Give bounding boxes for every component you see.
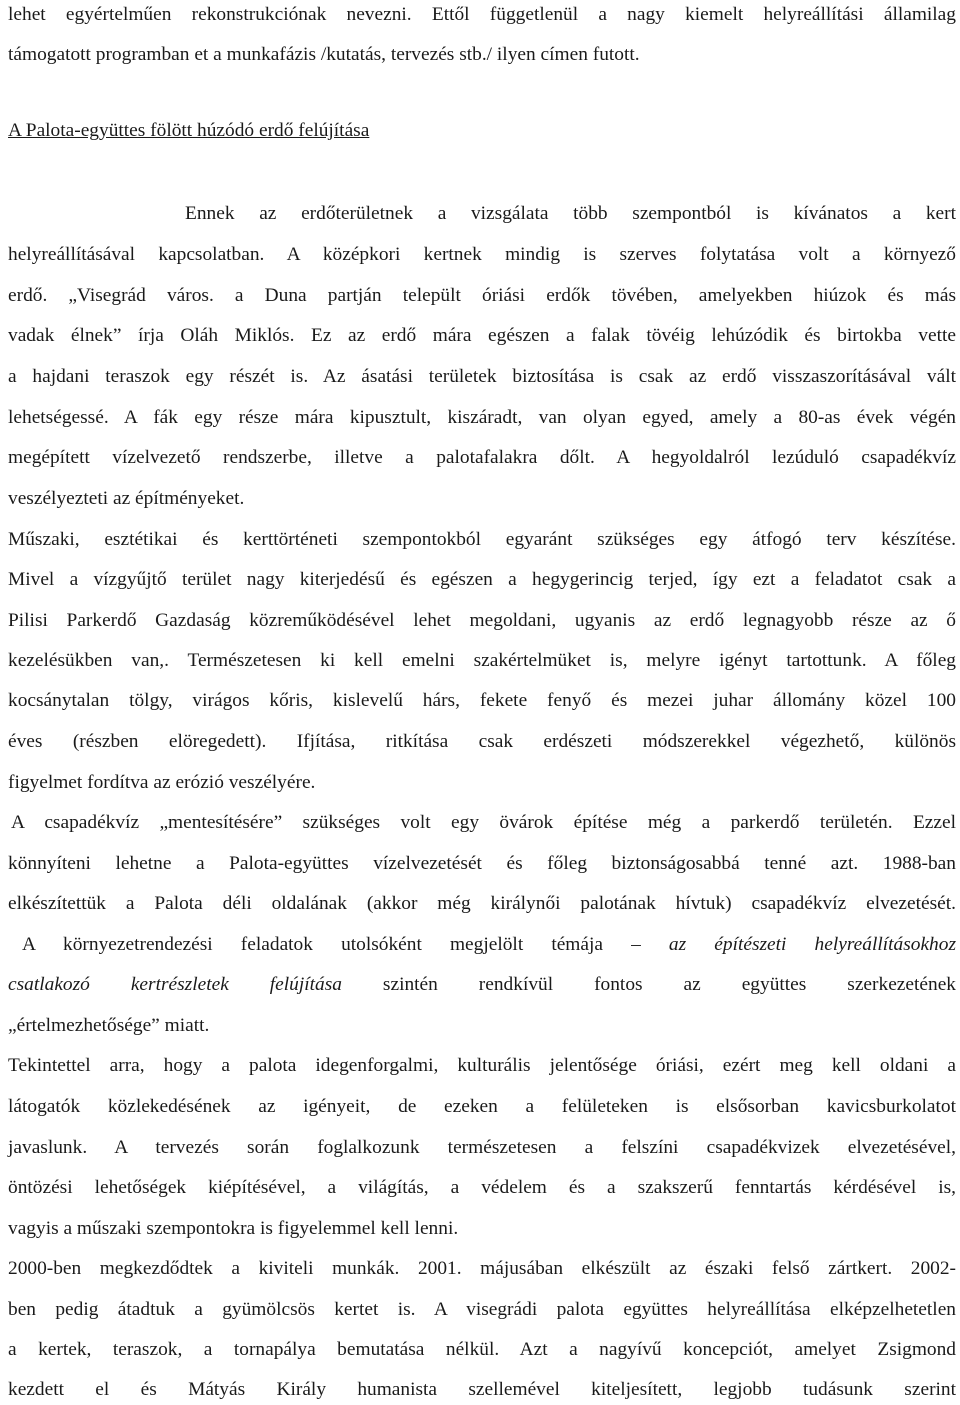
text-line: öntözési lehetőségek kiépítésével, a világítás, a védelem és a szakszerű fenntartás kérdésével is, [8, 1177, 956, 1198]
text-line: javaslunk. A tervezés során foglalkozunk természetesen a felszíni csapadékvizek elvezetésével, [8, 1137, 956, 1158]
text-line: helyreállításával kapcsolatban. A középkori kertnek mindig is szerves folytatása volt a környező [8, 244, 956, 265]
text-line: támogatott programban et a munkafázis /kutatás, tervezés stb./ ilyen címen futott. [8, 44, 640, 65]
text-line: látogatók közlekedésének az igényeit, de ezeken a felületeken is elsősorban kavicsburkolatot [8, 1096, 956, 1117]
text-line: ben pedig átadtuk a gyümölcsös kertet is. A visegrádi palota együttes helyreállítása elképzelhetetlen [8, 1299, 956, 1320]
text-line: vadak élnek” írja Oláh Miklós. Ez az erdő mára egészen a falak tövéig lehúzódik és birtokba vette [8, 325, 956, 346]
text-line: lehet egyértelműen rekonstrukciónak nevezni. Ettől függetlenül a nagy kiemelt helyreállítási államilag [8, 4, 956, 25]
text-line: Pilisi Parkerdő Gazdaság közreműködésével lehet megoldani, ugyanis az erdő legnagyobb része az ő [8, 610, 956, 631]
text-line [8, 930, 956, 960]
text-line: könnyíteni lehetne a Palota-együttes vízelvezetését és főleg biztonságosabbá tenné azt. 1988-ban [8, 853, 956, 874]
text-line: kezelésükben van,. Természetesen ki kell emelni szakértelmüket is, melyre igényt tartottunk. A főleg [8, 650, 956, 671]
text-line: Tekintettel arra, hogy a palota idegenforgalmi, kulturális jelentősége óriási, ezért meg kell oldani a [8, 1055, 956, 1076]
text-line: lehetségessé. A fák egy része mára kipusztult, kiszáradt, van olyan egyed, amely a 80-as évek végén [8, 407, 956, 428]
text-line: éves (részben elöregedett). Ifjítása, ritkítása csak erdészeti módszerekkel végezhető, különös [8, 731, 956, 752]
text-line: Műszaki, esztétikai és kerttörténeti szempontokból egyaránt szükséges egy átfogó terv készítése. [8, 529, 956, 550]
section-heading: A Palota-együttes fölött húzódó erdő felújítása [8, 120, 370, 141]
text-line: erdő. „Visegrád város. a Duna partján települt óriási erdők tövében, amelyekben hiúzok és más [8, 285, 956, 306]
text-line: „értelmezhetősége” miatt. [8, 1015, 210, 1036]
text-line: a hajdani teraszok egy részét is. Az ásatási területek biztosítása is csak az erdő visszaszorításával vált [8, 366, 956, 387]
text-segment: A környezetrendezési feladatok utolsóként megjelölt témája – [22, 934, 669, 955]
text-line: veszélyezteti az építményeket. [8, 488, 245, 509]
italic-text-segment: az építészeti helyreállításokhoz [668, 934, 956, 955]
text-line: 2000-ben megkezdődtek a kiviteli munkák. 2001. májusában elkészült az északi felső zártkert. 2002- [8, 1258, 956, 1279]
italic-text-segment: csatlakozó kertrészletek felújítása [8, 974, 342, 995]
text-line: elkészítettük a Palota déli oldalának (akkor még királynői palotának hívtuk) csapadékvíz elvezetését. [8, 893, 956, 914]
text-line: Mivel a vízgyűjtő terület nagy kiterjedésű és egészen a hegygerincig terjed, így ezt a feladatot csak a [8, 569, 956, 590]
text-line: kocsánytalan tölgy, virágos kőris, kislevelű hárs, fekete fenyő és mezei juhar állomány közel 100 [8, 690, 956, 711]
text-line [8, 970, 956, 1000]
text-segment: szintén rendkívül fontos az együttes szerkezetének [341, 974, 957, 995]
text-line: kezdett el és Mátyás Király humanista szellemével kiteljesített, legjobb tudásunk szerint [8, 1379, 956, 1400]
text-line: a kertek, teraszok, a tornapálya bemutatása nélkül. Azt a nagyívű koncepciót, amelyet Zsigmond [8, 1339, 956, 1360]
text-line: Ennek az erdőterületnek a vizsgálata több szempontból is kívánatos a kert [185, 203, 956, 224]
text-line: A csapadékvíz „mentesítésére” szükséges volt egy övárok építése még a parkerdő területén. Ezzel [11, 812, 956, 833]
text-line: megépített vízelvezető rendszerbe, illetve a palotafalakra dőlt. A hegyoldalról lezúduló csapadékvíz [8, 447, 956, 468]
text-line: figyelmet fordítva az erózió veszélyére. [8, 772, 316, 793]
text-line: vagyis a műszaki szempontokra is figyelemmel kell lenni. [8, 1218, 459, 1239]
